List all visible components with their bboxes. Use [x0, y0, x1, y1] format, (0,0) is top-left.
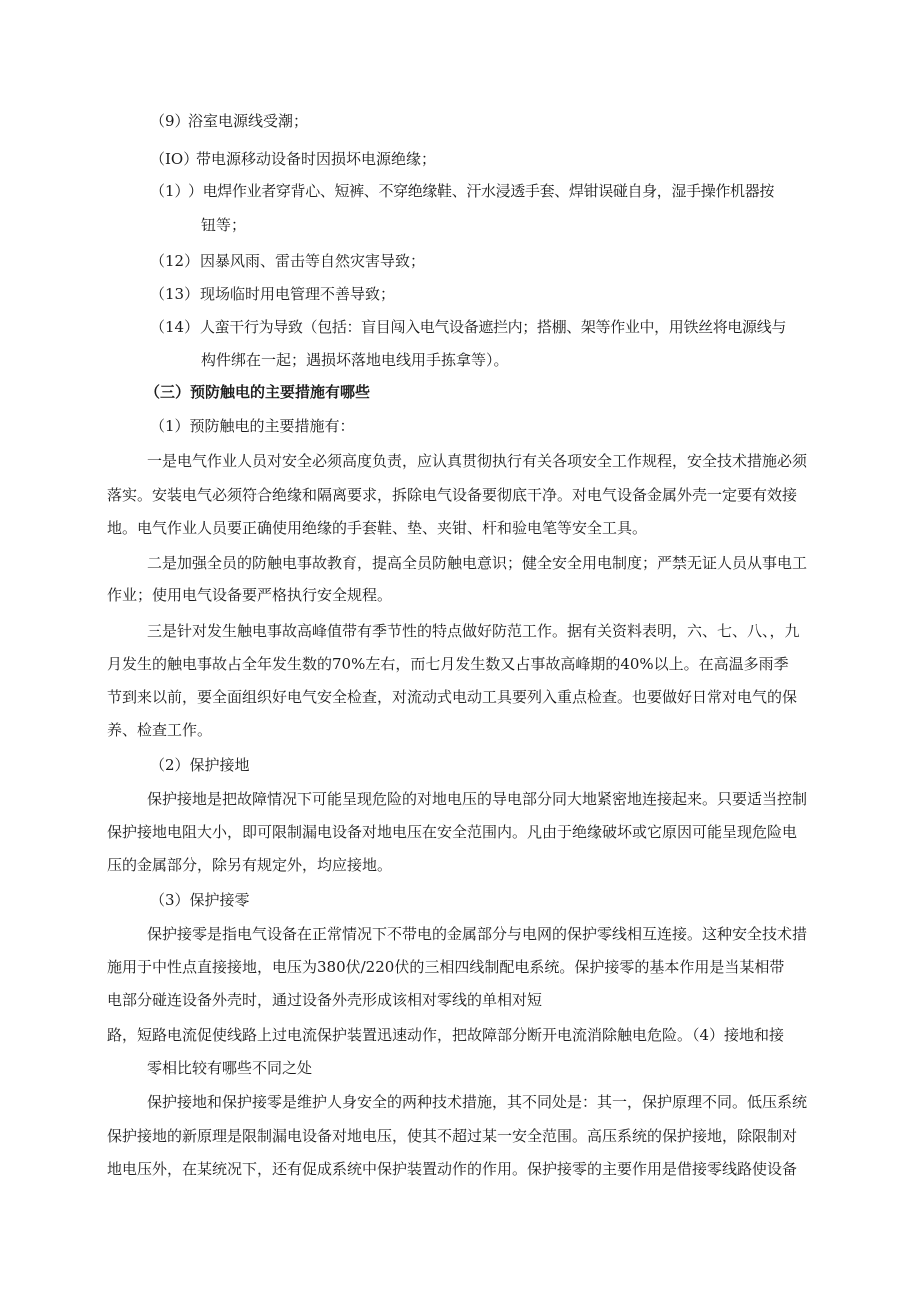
- paragraph-line: 保护接地的新原理是限制漏电设备对地电压，使其不超过某一安全范围。高压系统的保护接地，除限制对: [107, 1127, 798, 1145]
- section-heading: （三）预防触电的主要措施有哪些: [145, 383, 371, 401]
- paragraph-line: 路，短路电流促使线路上过电流保护装置迅速动作，把故障部分断开电流消除触电危险。（4）接地和接: [107, 1026, 785, 1044]
- list-item-number: （13）: [150, 285, 200, 303]
- list-item-number: （14）: [150, 318, 200, 336]
- paragraph-line: 二是加强全员的防触电事故教育，提高全员防触电意识；健全安全用电制度；严禁无证人员从事电工: [147, 554, 808, 572]
- list-item: [150, 181, 774, 201]
- paragraph-line: 地电压外，在某统况下，还有促成系统中保护装置动作的作用。保护接零的主要作用是借接零线路使设备: [107, 1160, 798, 1178]
- list-item-text: 现场临时用电管理不善导致；: [200, 285, 396, 303]
- paragraph-line: 一是电气作业人员对安全必须高度负责，应认真贯彻执行有关各项安全工作规程，安全技术措施必须: [147, 452, 808, 470]
- list-item: [150, 284, 395, 304]
- sub-heading: （3）保护接零: [150, 891, 250, 909]
- paragraph-line: 三是针对发生触电事故高峰值带有季节性的特点做好防范工作。据有关资料表明，六、七、八、，九: [147, 622, 800, 640]
- paragraph-line: 养、检查工作。: [107, 721, 213, 739]
- paragraph-line: 保护接地和保护接零是维护人身安全的两种技术措施，其不同处是：其一，保护原理不同。低压系统: [147, 1093, 808, 1111]
- list-item: [150, 111, 308, 131]
- list-item-number: （IO）: [150, 150, 199, 168]
- paragraph-line: 电部分碰连设备外壳时，通过设备外壳形成该相对零线的单相对短: [107, 991, 543, 1009]
- list-item: [150, 251, 425, 271]
- list-item-text: 带电源移动设备时因损坏电源绝缘；: [196, 150, 437, 168]
- paragraph-line: 落实。安装电气必须符合绝缘和隔离要求，拆除电气设备要彻底干净。对电气设备金属外壳一定要有效接: [107, 486, 798, 504]
- list-item-number: （12）: [150, 252, 200, 270]
- list-item-continuation: 构件绑在一起；遇损坏落地电线用手拣拿等）。: [201, 351, 509, 369]
- list-item-text: 人蛮干行为导致（包括：盲目闯入电气设备遮拦内；搭棚、架等作业中，用铁丝将电源线与: [200, 318, 787, 336]
- paragraph-line: 保护接地是把故障情况下可能呈现危险的对地电压的导电部分同大地紧密地连接起来。只要适当控制: [147, 790, 808, 808]
- paragraph-line: 地。电气作业人员要正确使用绝缘的手套鞋、垫、夹钳、杆和验电笔等安全工具。: [107, 519, 648, 537]
- paragraph-line: 保护接地电阻大小，即可限制漏电设备对地电压在安全范围内。凡由于绝缘破坏或它原因可能呈现危险电: [107, 823, 798, 841]
- list-item-continuation: 钮等；: [201, 216, 247, 234]
- paragraph-line: 保护接零是指电气设备在正常情况下不带电的金属部分与电网的保护零线相互连接。这种安全技术措: [147, 925, 808, 943]
- sub-heading: （1）预防触电的主要措施有：: [150, 417, 355, 435]
- list-item-text: 因暴风雨、雷击等自然灾害导致；: [200, 252, 426, 270]
- list-item-number: （1）: [150, 182, 190, 200]
- list-item-number: （9）: [150, 112, 190, 130]
- paragraph-line: 压的金属部分，除另有规定外，均应接地。: [107, 856, 393, 874]
- list-item-text: 浴室电源线受潮；: [188, 112, 309, 130]
- list-item: [150, 149, 436, 169]
- paragraph-line: 作业；使用电气设备要严格执行安全规程。: [107, 586, 393, 604]
- paragraph-line: 月发生的触电事故占全年发生数的70%左右，而七月发生数又占事故高峰期的40%以上。在高温多雨季: [107, 655, 789, 673]
- paragraph-line: 节到来以前，要全面组织好电气安全检查，对流动式电动工具要列入重点检查。也要做好日常对电气的保: [107, 688, 798, 706]
- sub-heading: （2）保护接地: [150, 756, 250, 774]
- list-item-text: ）电焊作业者穿背心、短裤、不穿绝缘鞋、汗水浸透手套、焊钳误碰自身，湿手操作机器按: [188, 182, 775, 200]
- paragraph-line: 零相比较有哪些不同之处: [147, 1059, 313, 1077]
- paragraph-line: 施用于中性点直接接地，电压为380伏/220伏的三相四线制配电系统。保护接零的基本作用是当某相带: [107, 958, 785, 976]
- list-item: [150, 317, 786, 337]
